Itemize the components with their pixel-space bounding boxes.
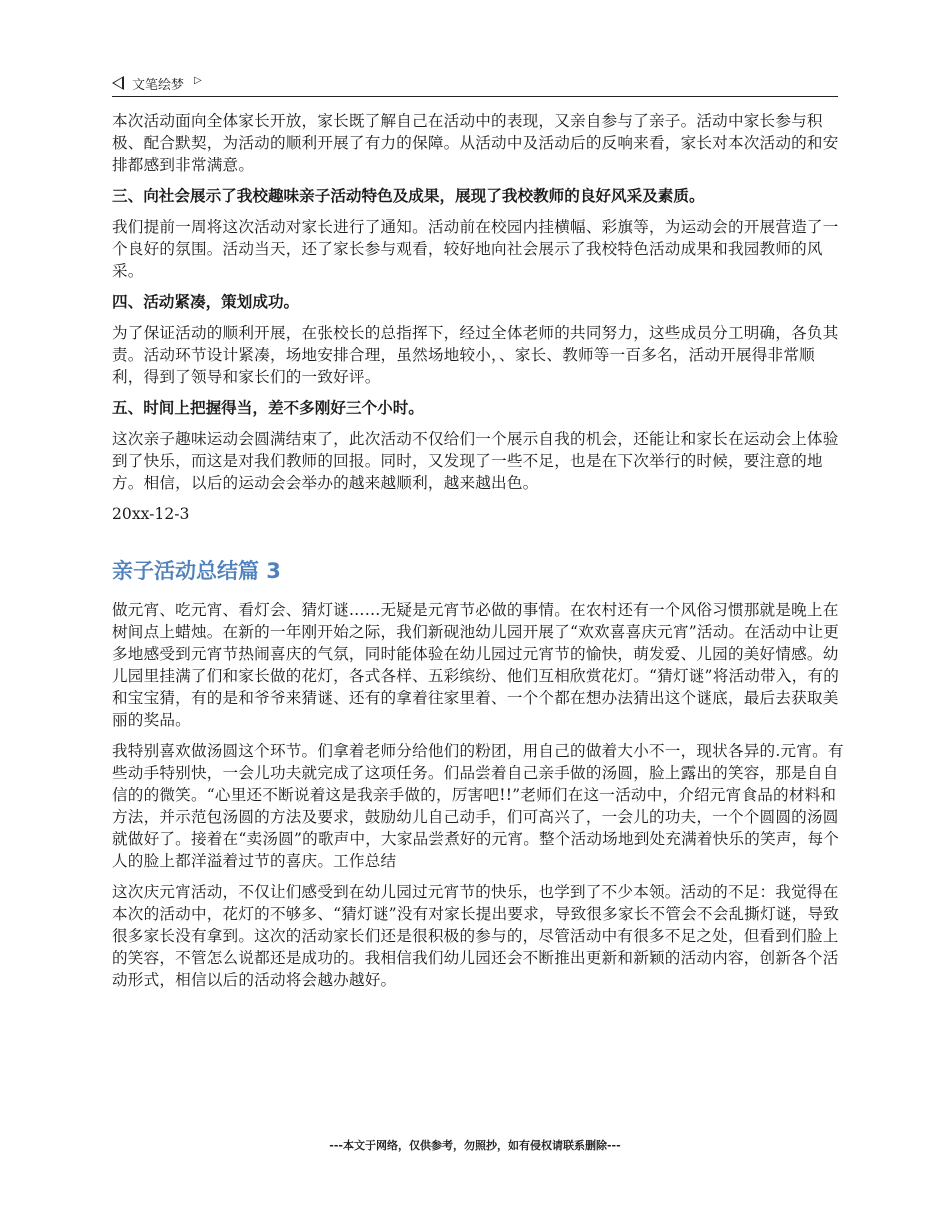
paragraph: 这次庆元宵活动，不仅让们感受到在幼儿园过元宵节的快乐，也学到了不少本领。活动的不足：我觉得在本次的活动中，花灯的不够多、“猜灯谜”没有对家长提出要求，导致很多家长不管会不会乱撕灯谜，导致很多家长没有拿到。这次的活动家长们还是很积极的参与的，尽管活动中有很多不足之处，但看到们脸上的笑容，不管怎么说都还是成功的。我相信我们幼儿园还会不断推出更新和新颖的活动内容，创新各个活动形式，相信以后的活动将会越办越好。 [112, 883, 840, 989]
paragraph: 我特别喜欢做汤圆这个环节。们拿着老师分给他们的粉团，用自己的做着大小不一，现状各异的.元宵。有些动手特别快，一会儿功夫就完成了这项任务。们品尝着自己亲手做的汤圆，脸上露出的笑容，那是自自信的的微笑。“心里还不断说着这是我亲手做的，厉害吧!!”老师们在这一活动中，介绍元宵食品的材料和方法，并示范包汤圆的方法及要求，鼓励幼儿自己动手，们可高兴了，一会儿的功夫，一个个圆圆的汤圆就做好了。接着在“卖汤圆”的歌声中，大家品尝煮好的元宵。整个活动场地到处充满着快乐的笑声，每个人的脸上都洋溢着过节的喜庆。工作总结 [112, 742, 844, 870]
paragraph: 我们提前一周将这次活动对家长进行了通知。活动前在校园内挂横幅、彩旗等，为运动会的开展营造了一个良好的氛围。活动当天，还了家长参与观看，较好地向社会展示了我校特色活动成果和我园教师的风采。 [112, 218, 839, 280]
section-heading: 四、活动紧凑，策划成功。 [112, 292, 300, 311]
paragraph: 这次亲子趣味运动会圆满结束了，此次活动不仅给们一个展示自我的机会，还能让和家长在运动会上体验到了快乐，而这是对我们教师的回报。同时，又发现了一些不足，也是在下次举行的时候，要注意的地方。相信，以后的运动会会举办的越来越顺利，越来越出色。 [112, 430, 839, 492]
triangle-right-icon: ▷ [194, 74, 202, 86]
section-heading: 三、向社会展示了我校趣味亲子活动特色及成果，展现了我校教师的良好风采及素质。 [112, 186, 705, 205]
page-footer: ---本文于网络，仅供参考，勿照抄，如有侵权请联系删除--- [329, 1139, 621, 1152]
triangle-left-icon [112, 76, 124, 90]
paragraph: 为了保证活动的顺利开展，在张校长的总指挥下，经过全体老师的共同努力，这些成员分工明确，各负其责。活动环节设计紧凑，场地安排合理，虽然场地较小，、家长、教师等一百多名，活动开展得非常顺利，得到了领导和家长们的一致好评。 [112, 324, 839, 386]
section-heading: 五、时间上把握得当，差不多刚好三个小时。 [112, 398, 424, 417]
paragraph: 做元宵、吃元宵、看灯会、猜灯谜……无疑是元宵节必做的事情。在农村还有一个风俗习惯那就是晚上在树间点上蜡烛。在新的一年刚开始之际，我们新砚池幼儿园开展了“欢欢喜喜庆元宵”活动。在活动中让更多地感受到元宵节热闹喜庆的气氛，同时能体验在幼儿园过元宵节的愉快，萌发爱、儿园的美好情感。幼儿园里挂满了们和家长做的花灯，各式各样、五彩缤纷、他们互相欣赏花灯。“猜灯谜”将活动带入，有的和宝宝猜，有的是和爷爷来猜谜、还有的拿着往家里着、一个个都在想办法猜出这个谜底，最后去获取美丽的奖品。 [112, 601, 840, 729]
document-date: 20xx-12-3 [112, 505, 190, 523]
paragraph: 本次活动面向全体家长开放，家长既了解自己在活动中的表现，又亲自参与了亲子。活动中家长参与积极、配合默契，为活动的顺利开展了有力的保障。从活动中及活动后的反响来看，家长对本次活动的和安排都感到非常满意。 [112, 112, 839, 174]
header-title: 文笔绘梦 [132, 77, 185, 93]
article-title: 亲子活动总结篇 3 [112, 559, 281, 583]
document-body [112, 110, 844, 1000]
page-header [112, 70, 838, 97]
